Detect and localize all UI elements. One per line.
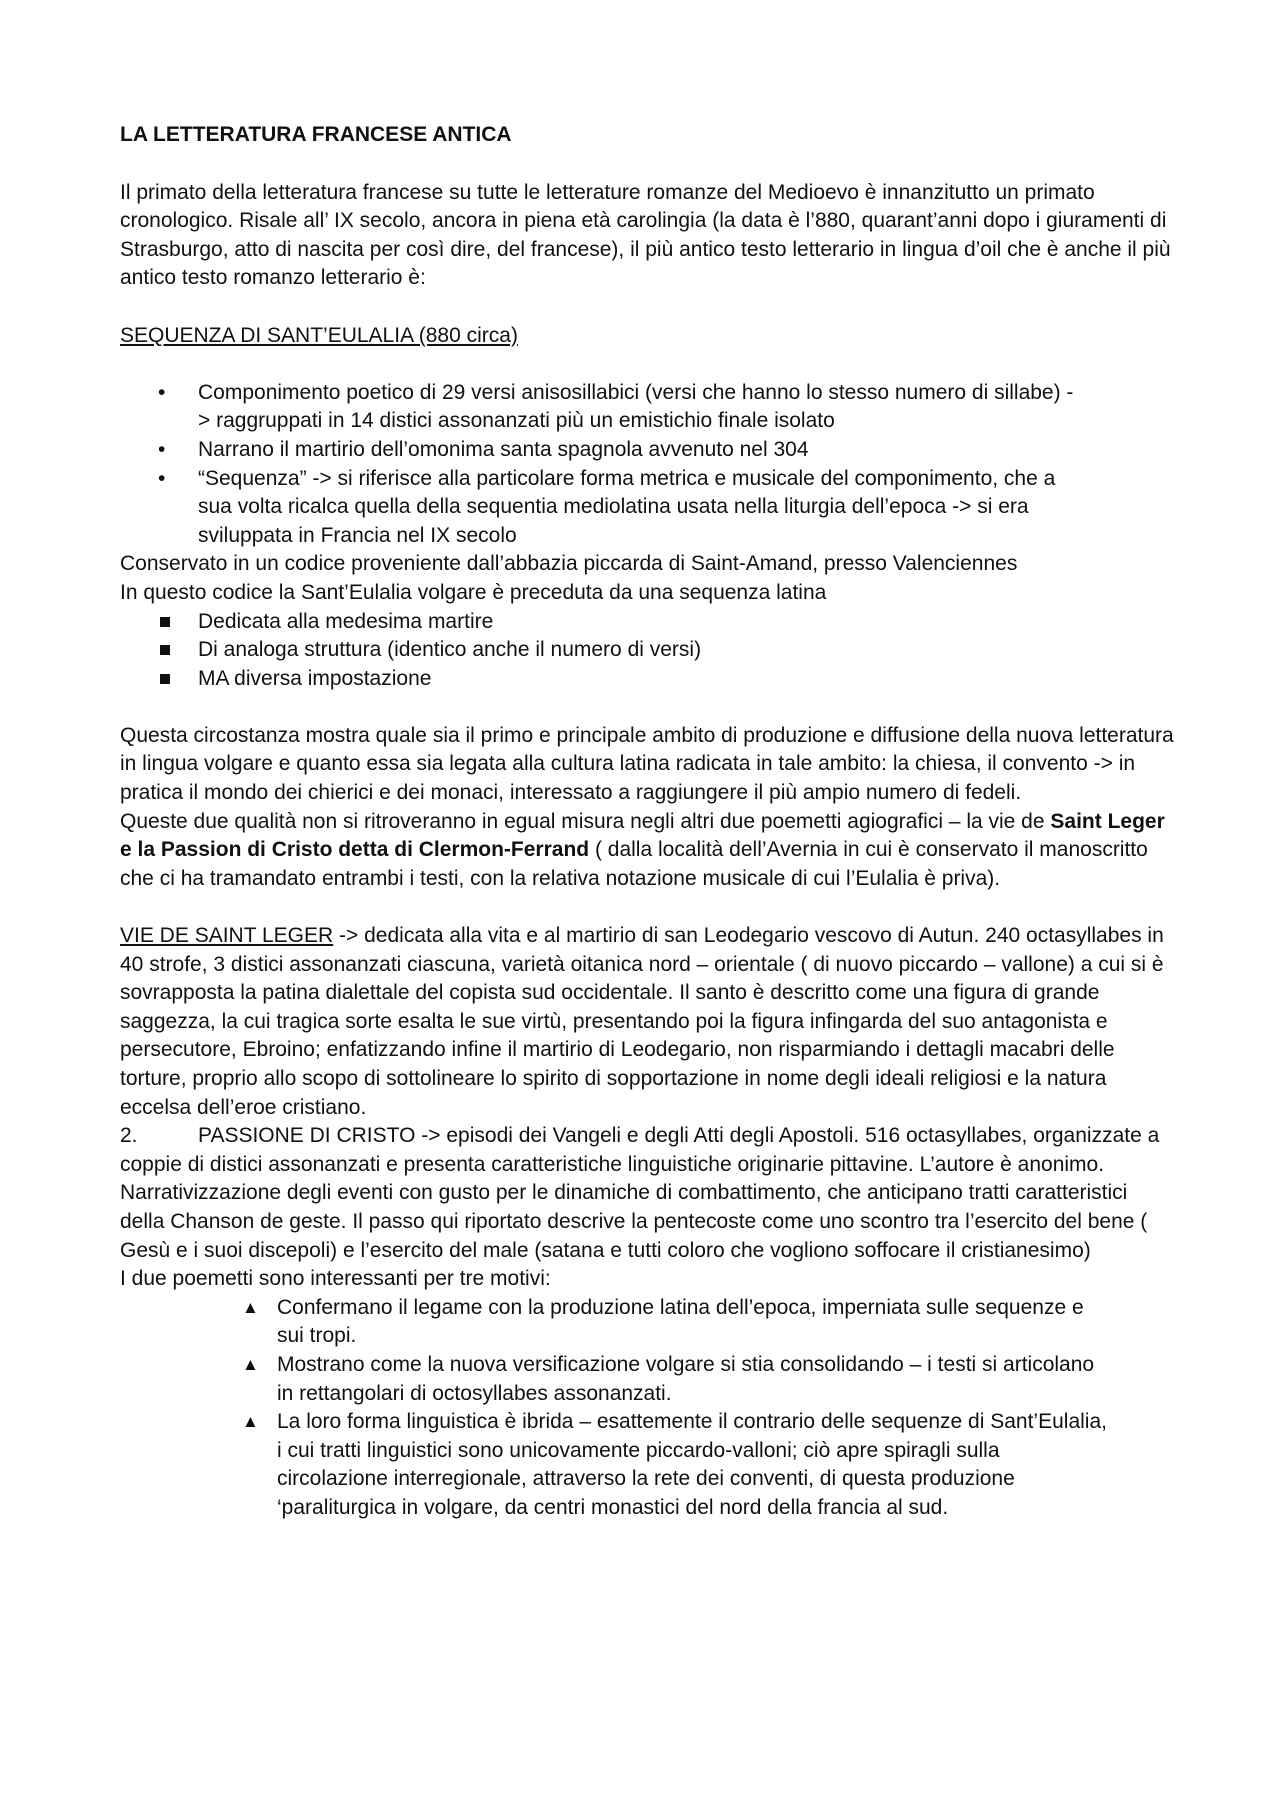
list-item: • “Sequenza” -> si riferisce alla particolare forma metrica e musicale del componimento, che a sua volta ricalca quella della sequentia mediolatina usata nella liturgia dell’epoca -> si era sviluppata in Francia nel IX secolo (158, 466, 1056, 547)
spacer (120, 350, 1176, 379)
bullet-icon: • (158, 437, 166, 461)
triangle-bullet-icon: ▲ (242, 1354, 259, 1374)
list-item: • Componimento poetico di 29 versi anisosillabici (versi che hanno lo stesso numero di sillabe) -> raggruppati in 14 distici assonanzati più un emistichio finale isolato (158, 380, 1074, 433)
spacer (120, 293, 1176, 322)
motives-list (120, 1294, 1176, 1523)
document-body (120, 121, 1176, 1523)
eulalia-heading: SEQUENZA DI SANT’EULALIA (880 circa) (120, 323, 518, 347)
circumstance-paragraph: Questa circostanza mostra quale sia il primo e principale ambito di produzione e diffusione della nuova letteratura in lingua volgare e quanto essa sia legata alla cultura latina radicata in tale ambito: la chiesa, il convento -> in pratica il mondo dei chierici e dei monaci, interessato a raggiungere il più ampio numero di fedeli. (120, 723, 1174, 805)
passion-number: 2. (120, 1124, 138, 1148)
intro-paragraph: Il primato della letteratura francese su tutte le letterature romanze del Medioevo è innanzitutto un primato cronologico. Risale all’ IX secolo, ancora in piena età carolingia (la data è l’880, quarant’anni dopo i giuramenti di Strasburgo, atto di nascita per così dire, del francese), il più antico testo letterario in lingua d’oil che è anche il più antico testo romanzo letterario è: (120, 180, 1171, 290)
qualities-paragraph: Queste due qualità non si ritroveranno in egual misura negli altri due poemetti agiografici – la vie de Saint Leger e la Passion di Cristo detta di Clermon-Ferrand ( dalla località dell’Avernia in cui è conservato il manoscritto che ci ha tramandato entrambi i testi, con la relativa notazione musicale di cui l’Eulalia è priva). (120, 809, 1165, 890)
list-item: • Narrano il martirio dell’omonima santa spagnola avvenuto nel 304 (120, 436, 1080, 465)
square-bullet-icon (160, 645, 170, 655)
square-bullet-icon (160, 617, 170, 627)
list-item: MA diversa impostazione (120, 665, 1176, 694)
bullet-icon: • (158, 466, 166, 490)
spacer (120, 893, 1176, 922)
motives-intro: I due poemetti sono interessanti per tre motivi: (120, 1267, 551, 1291)
spacer (120, 693, 1176, 722)
leger-heading: VIE DE SAINT LEGER (120, 924, 334, 948)
triangle-bullet-icon: ▲ (242, 1297, 259, 1317)
conserved-line: Conservato in un codice proveniente dall’abbazia piccarda di Saint-Amand, presso Valenciennes (120, 552, 1018, 576)
codex-square-list (120, 608, 1176, 694)
list-item: Dedicata alla medesima martire (120, 608, 1176, 637)
codex-line: In questo codice la Sant’Eulalia volgare è preceduta da una sequenza latina (120, 580, 827, 604)
square-bullet-icon (160, 674, 170, 684)
passion-paragraph: 2. PASSIONE DI CRISTO -> episodi dei Vangeli e degli Atti degli Apostoli. 516 octasyllabes, organizzate a coppie di distici assonanzati e presenta caratteristiche linguistiche originarie pittavine. L’autore è anonimo. Narrativizzazione degli eventi con gusto per le dinamiche di combattimento, che anticipano tratti caratteristici della Chanson de geste. Il passo qui riportato descrive la pentecoste come uno scontro tra l’esercito del bene ( Gesù e i suoi discepoli) e l’esercito del male (satana e tutti coloro che vogliono soffocare il cristianesimo) (120, 1124, 1160, 1262)
triangle-bullet-icon: ▲ (242, 1412, 259, 1432)
leger-paragraph: VIE DE SAINT LEGER -> dedicata alla vita e al martirio di san Leodegario vescovo di Autun. 240 octasyllabes in 40 strofe, 3 distici assonanzati ciascuna, varietà oitanica nord – orientale ( di nuovo piccardo – vallone) a cui si è sovrapposta la patina dialettale del copista sud occidentale. Il santo è descritto come una figura di grande saggezza, la cui tragica sorte esalta le sue virtù, presentando poi la figura infingarda del suo antagonista e persecutore, Ebroino; enfatizzando infine il martirio di Leodegario, non risparmiando i dettagli macabri delle torture, proprio allo scopo di sottolineare lo spirito di sopportazione in nome degli ideali religiosi e la natura eccelsa dell’eroe cristiano. (120, 924, 1164, 1119)
list-item: ▲ Confermano il legame con la produzione latina dell’epoca, imperniata sulle sequenze e sui tropi. (242, 1295, 1084, 1348)
list-item: ▲ La loro forma linguistica è ibrida – esattemente il contrario delle sequenze di Sant’Eulalia, i cui tratti linguistici sono unicovamente piccardo-valloni; ciò apre spiragli sulla circolazione interregionale, attraverso la rete dei conventi, di questa produzione ‘paraliturgica in volgare, da centri monastici del nord della francia al sud. (242, 1410, 1107, 1519)
list-item: ▲ Mostrano come la nuova versificazione volgare si stia consolidando – i testi si articolano in rettangolari di octosyllabes assonanzati. (242, 1352, 1095, 1405)
list-item: Di analoga struttura (identico anche il numero di versi) (120, 636, 1176, 665)
document-title: LA LETTERATURA FRANCESE ANTICA (120, 123, 512, 146)
bullet-icon: • (158, 380, 166, 404)
eulalia-bullet-list (120, 379, 1176, 551)
